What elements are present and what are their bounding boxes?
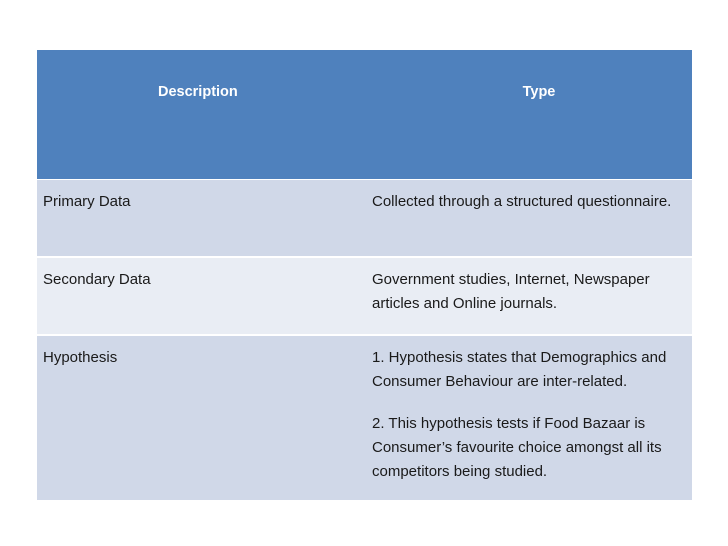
data-table [37, 50, 692, 500]
cell-type-text: 2. This hypothesis tests if Food Bazaar is Consumer’s favourite choice amongst all its competitors being studied. [372, 415, 662, 480]
table-row [37, 257, 692, 335]
cell-type-text: Government studies, Internet, Newspaper articles and Online journals. [372, 271, 650, 312]
header-description-label: Description [158, 84, 238, 100]
cell-type [364, 180, 692, 258]
cell-description: Hypothesis [37, 335, 364, 500]
cell-type-text: 1. Hypothesis states that Demographics and Consumer Behaviour are inter-related. [372, 349, 667, 390]
header-type-label: Type [522, 84, 556, 100]
cell-description: Secondary Data [37, 257, 364, 335]
header-type [364, 50, 692, 180]
paragraph-gap [372, 394, 686, 412]
table-row [37, 335, 692, 500]
table-row [37, 180, 692, 258]
cell-type [364, 257, 692, 335]
header-row [37, 50, 692, 180]
cell-type [364, 335, 692, 500]
cell-description: Primary Data [37, 180, 364, 258]
header-description [37, 50, 364, 180]
cell-type-text: Collected through a structured questionnaire. [372, 193, 672, 210]
